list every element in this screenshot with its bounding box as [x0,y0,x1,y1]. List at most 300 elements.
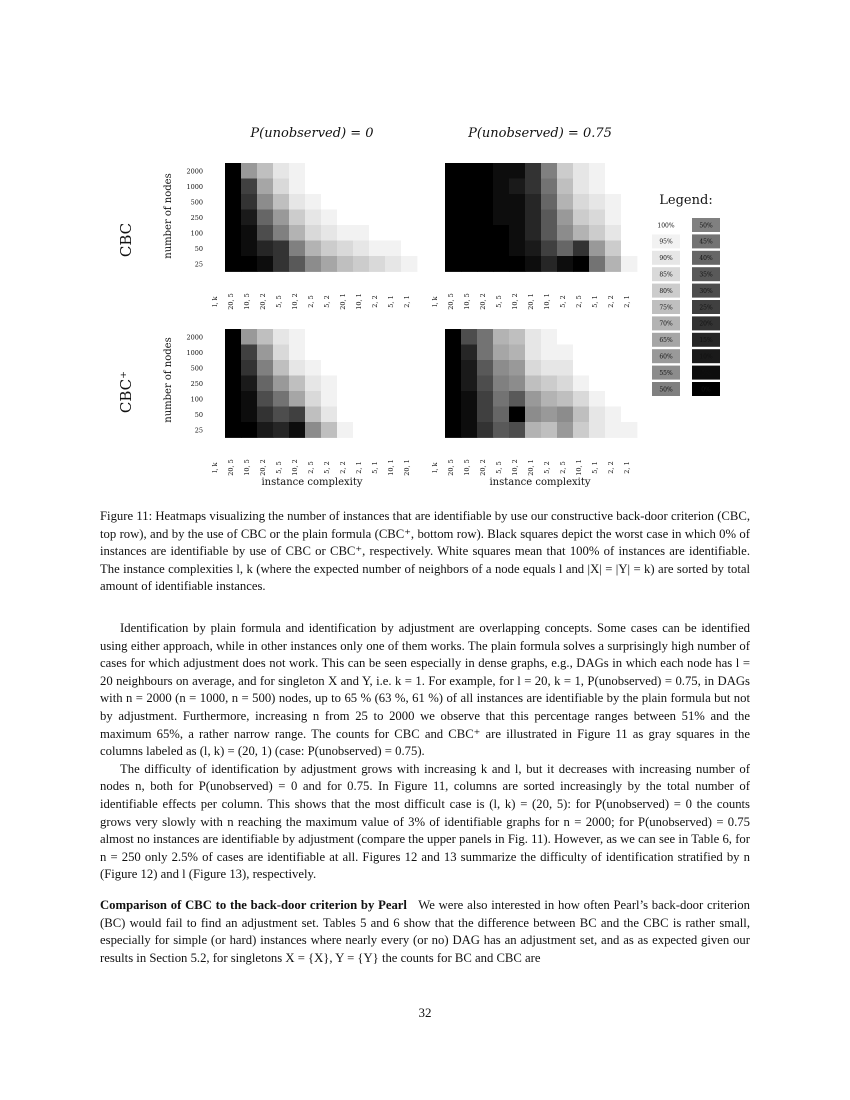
heatmap-cell [369,225,385,241]
y-tick-label: 100 [190,395,203,404]
heatmap-cell [461,163,477,179]
heatmap-cell [573,256,589,272]
heatmap-cell [525,241,541,257]
y-tick-label: 25 [194,426,203,435]
heatmap-cell [573,241,589,257]
heatmap-cell [445,360,461,376]
heatmap-cell [337,329,353,345]
row-label: CBC [117,222,135,258]
heatmap-cell [337,241,353,257]
y-tick-label: 1000 [186,348,203,357]
heatmap-cell [369,345,385,361]
x-tick-label: 20, 5 [447,293,455,310]
heatmap-cell [241,407,257,423]
heatmap-cell [461,376,477,392]
heatmap-cell [289,194,305,210]
y-tick-label: 1000 [186,182,203,191]
heatmap-cell [241,376,257,392]
heatmap-cell [353,391,369,407]
heatmap-cell [445,345,461,361]
heatmap-cell [477,210,493,226]
heatmap-cell [589,376,605,392]
heatmap-cell [477,345,493,361]
heatmap-cell [573,163,589,179]
heatmap-cell [385,329,401,345]
x-tick-label: 10, 5 [243,293,251,310]
x-tick-label: 5, 2 [543,461,551,474]
heatmap-cell [573,225,589,241]
y-tick-label: 50 [194,244,203,253]
heatmap-cell [385,163,401,179]
heatmap-cell [509,163,525,179]
heatmap-cell [289,345,305,361]
legend-label: 35% [699,271,713,279]
heatmap-cell [353,376,369,392]
legend-label: 90% [659,255,673,263]
heatmap-cell [401,210,417,226]
heatmap-cell [621,360,637,376]
heatmap-cell [385,256,401,272]
heatmap-cell [225,329,241,345]
heatmap-cell [369,241,385,257]
heatmap-cell [401,256,417,272]
heatmap-cell [541,329,557,345]
heatmap-cell [225,256,241,272]
heatmap-cell [321,329,337,345]
x-tick-label: 5, 5 [275,295,283,308]
heatmap-cell [445,391,461,407]
heatmap-cell [369,194,385,210]
heatmap-cell [461,194,477,210]
heatmap-cell [589,256,605,272]
heatmap-cell [621,345,637,361]
y-tick-label: 25 [194,260,203,269]
heatmap-cell [477,241,493,257]
heatmap-cell [477,194,493,210]
heatmap-cell [477,407,493,423]
heatmap-cell [289,225,305,241]
heatmap-cell [525,210,541,226]
heatmap-cell [289,256,305,272]
heatmap-cell [461,391,477,407]
heatmap-cell [621,256,637,272]
heatmap-cell [509,179,525,195]
x-tick-label: 5, 1 [371,461,379,474]
y-tick-label: 250 [190,213,203,222]
heatmap-cell [385,391,401,407]
heatmap-cell [509,329,525,345]
heatmap-cell [353,256,369,272]
heatmap-cell [257,345,273,361]
heatmap-cell [321,422,337,438]
heatmap-cell [573,422,589,438]
heatmap-cell [273,256,289,272]
heatmap-cell [605,225,621,241]
heatmap-cell [321,256,337,272]
heatmap-cell [369,210,385,226]
heatmap-cell [621,194,637,210]
heatmap-cell [401,407,417,423]
heatmap-cell [305,241,321,257]
heatmap-cell [257,407,273,423]
x-tick-label: 10, 2 [291,293,299,310]
heatmap-cell [305,391,321,407]
heatmap-cell [241,391,257,407]
heatmap-cell [541,163,557,179]
heatmap-cell [369,179,385,195]
heatmap-cell [401,329,417,345]
x-tick-label: 2, 1 [623,461,631,474]
heatmap-cell [509,391,525,407]
heatmap-cell [541,391,557,407]
x-tick-label: 2, 2 [371,295,379,308]
heatmap-cell [353,225,369,241]
x-tick-label: 5, 5 [495,295,503,308]
paragraph: The difficulty of identification by adjustment grows with increasing k and l, but it decreases with increasing number of nodes n, both for P(unobserved) = 0 and for 0.75. In Figure 11, columns are sorted increasingly by the total number of identifiable effects per column. This shows that the most difficult case is (l, k) = (20, 5): for P(unobserved) = 0 the counts grows very slowly with n reaching the maximum value of 3% of identifiable graphs for n = 2000; for P(unobserved) = 0.75 almost no instances are identifiable by adjustment (compare the upper panels in Fig. 11). However, as we can see in Table 6, for n = 250 only 2.5% of cases are identifiable at all. Figures 12 and 13 summarize the difficulty of identification stratified by n (Figure 12) and l (Figure 13), respectively. [100,761,750,882]
x-tick-label: 2, 5 [575,295,583,308]
heatmap-cell [337,422,353,438]
heatmap-cell [573,345,589,361]
heatmap-cell [477,360,493,376]
heatmap-cell [241,225,257,241]
heatmap-cell [509,225,525,241]
heatmap-cell [557,210,573,226]
x-tick-label: 2, 1 [623,295,631,308]
heatmap-cell [509,241,525,257]
x-tick-label: 2, 1 [355,461,363,474]
x-tick-label: 5, 5 [495,461,503,474]
x-axis-label: instance complexity [489,477,591,488]
heatmap-cell [605,179,621,195]
figure-caption: Figure 11: Heatmaps visualizing the number of instances that are identifiable by use our constructive back-door criterion (CBC, top row), and by the use of CBC or the plain formula (CBC⁺, bottom row). Black squares depict the worst case in which 0% of instances are identifiable by use of CBC or CBC⁺, respectively. White squares mean that 100% of instances are identifiable. The instance complexities l, k (where the expected number of neighbors of a node equals l and |X| = |Y| = k) are sorted by total amount of identifiable instances. [100,509,750,594]
heatmap-cell [369,360,385,376]
heatmap-cell [525,256,541,272]
heatmap-cell [273,210,289,226]
heatmap-cell [493,179,509,195]
heatmap-cell [225,194,241,210]
heatmap-cell [461,407,477,423]
heatmap-cell [273,345,289,361]
y-tick-label: 2000 [186,333,203,342]
heatmap-cell [337,345,353,361]
heatmap-cell [589,194,605,210]
heatmap-cell [289,210,305,226]
x-tick-label: 2, 2 [607,295,615,308]
x-tick-label: l, k [431,462,439,473]
x-tick-label: 2, 5 [307,295,315,308]
heatmap-cell [353,210,369,226]
heatmap-cell [445,163,461,179]
heatmap-cell [541,179,557,195]
y-axis-label: number of nodes [163,337,174,423]
heatmap-cell [321,391,337,407]
heatmap-cell [573,407,589,423]
heatmap-cell [461,225,477,241]
heatmap-cell [241,360,257,376]
heatmap-cell [385,376,401,392]
heatmap-cell [557,376,573,392]
heatmap-cell [477,163,493,179]
heatmap-cell [525,376,541,392]
x-tick-label: 20, 2 [479,459,487,476]
heatmap-cell [289,329,305,345]
heatmap-cell [369,422,385,438]
heatmap-cell [445,376,461,392]
heatmap-cell [445,407,461,423]
heatmap-cell [401,179,417,195]
heatmap-cell [273,241,289,257]
x-tick-label: 10, 1 [387,459,395,476]
heatmap-cell [401,376,417,392]
section-paragraph [100,897,750,967]
heatmap-cell [525,225,541,241]
heatmap-cell [257,194,273,210]
x-tick-label: 10, 2 [291,459,299,476]
heatmap-cell [525,194,541,210]
heatmap-cell [493,422,509,438]
heatmap-cell [621,422,637,438]
heatmap-cell [273,329,289,345]
heatmap-cell [401,391,417,407]
legend-label: 40% [699,255,713,263]
legend-label: 75% [659,304,673,312]
heatmap-cell [493,360,509,376]
heatmap-cell [557,391,573,407]
heatmap-cell [241,210,257,226]
heatmap-cell [305,329,321,345]
heatmap-cell [289,179,305,195]
heatmap-cell [493,376,509,392]
heatmap-cell [477,376,493,392]
heatmap-cell [257,360,273,376]
heatmap-cell [445,194,461,210]
x-tick-label: 20, 1 [527,293,535,310]
x-tick-label: 20, 5 [227,459,235,476]
x-tick-label: l, k [211,296,219,307]
heatmap-cell [541,360,557,376]
heatmap-cell [385,360,401,376]
heatmap-cell [273,225,289,241]
heatmap-cell [557,345,573,361]
heatmap-cell [401,163,417,179]
heatmap-cell [509,194,525,210]
heatmap-cell [369,256,385,272]
heatmap-cell [305,163,321,179]
panel-title: P(unobserved) = 0 [250,126,374,141]
heatmap-cell [573,391,589,407]
heatmap-cell [241,329,257,345]
heatmap-cell [273,407,289,423]
y-tick-label: 250 [190,379,203,388]
heatmap-cell [353,179,369,195]
y-tick-label: 500 [190,198,203,207]
legend-label: 100% [657,222,675,230]
heatmap-cell [273,422,289,438]
heatmap-cell [257,391,273,407]
x-tick-label: 20, 2 [259,293,267,310]
heatmap-cell [369,407,385,423]
panel-title: P(unobserved) = 0.75 [468,126,612,141]
heatmap-cell [353,422,369,438]
heatmap-cell [525,163,541,179]
x-tick-label: 10, 5 [463,459,471,476]
heatmap-cell [509,422,525,438]
heatmap-cell [589,391,605,407]
heatmap-cell [557,407,573,423]
legend-label: 20% [699,320,713,328]
heatmap-cell [305,360,321,376]
heatmap-cell [477,256,493,272]
heatmap-cell [557,194,573,210]
heatmap-cell [493,407,509,423]
x-tick-label: 2, 2 [339,461,347,474]
heatmap-cell [337,194,353,210]
heatmap-cell [289,391,305,407]
x-tick-label: 20, 2 [479,293,487,310]
heatmap-cell [305,210,321,226]
heatmap-cell [621,391,637,407]
heatmap-cell [305,407,321,423]
heatmap-cell [289,407,305,423]
heatmap-cell [401,241,417,257]
heatmap-cell [557,360,573,376]
heatmap-cell [353,163,369,179]
x-tick-label: 10, 5 [243,459,251,476]
heatmap-cell [385,179,401,195]
heatmap-cell [605,329,621,345]
y-tick-label: 2000 [186,167,203,176]
heatmap-cell [289,422,305,438]
heatmap-cell [445,225,461,241]
heatmap-cell [573,194,589,210]
heatmap-cell [509,407,525,423]
heatmap-cell [557,179,573,195]
x-tick-label: 20, 2 [259,459,267,476]
heatmap-cell [321,345,337,361]
heatmap-cell [461,345,477,361]
heatmap-cell [605,241,621,257]
heatmap-cell [241,422,257,438]
heatmap-cell [225,345,241,361]
heatmap-cell [257,210,273,226]
x-tick-label: 10, 1 [543,293,551,310]
heatmap-cell [353,345,369,361]
heatmap-cell [589,163,605,179]
heatmap-cell [557,422,573,438]
heatmap-cell [493,241,509,257]
heatmap-cell [257,225,273,241]
heatmap-cell [573,376,589,392]
legend-label: 55% [659,369,673,377]
heatmap-cell [337,210,353,226]
heatmap-cell [257,256,273,272]
heatmap-cell [257,329,273,345]
heatmap-cell [589,225,605,241]
heatmap-cell [353,360,369,376]
x-tick-label: 5, 2 [323,295,331,308]
legend-label: 60% [659,353,673,361]
heatmap-cell [305,225,321,241]
heatmap-cell [321,225,337,241]
heatmap-cell [605,422,621,438]
heatmap-cell [321,376,337,392]
y-axis-label: number of nodes [163,173,174,259]
heatmap-cell [321,360,337,376]
heatmap-cell [605,210,621,226]
y-tick-label: 500 [190,364,203,373]
heatmap-cell [385,422,401,438]
heatmap-cell [241,241,257,257]
heatmap-cell [337,256,353,272]
heatmap-cell [573,210,589,226]
heatmap-cell [401,194,417,210]
heatmap-cell [273,194,289,210]
x-tick-label: 5, 1 [591,295,599,308]
section-text: We were also interested in how often Pearl’s back-door criterion (BC) would fail to find an adjustment set. Tables 5 and 6 show that the difference between BC and the CBC is rather small, especially for simple (or hard) instances where nearly every (or no) DAG has an adjustment set, and as as expected given our results in Section 5.2, for singletons X = {X}, Y = {Y} the counts for BC and CBC are [100,897,750,965]
heatmap-cell [337,225,353,241]
heatmap-cell [541,345,557,361]
heatmap-cell [557,256,573,272]
heatmap-cell [621,210,637,226]
heatmap-cell [461,179,477,195]
heatmap-cell [605,194,621,210]
heatmap-cell [257,422,273,438]
heatmap-cell [401,360,417,376]
heatmap-cell [445,210,461,226]
heatmap-cell [369,329,385,345]
heatmap-cell [305,422,321,438]
heatmap-cell [241,179,257,195]
heatmap-cell [337,163,353,179]
heatmap-cell [621,163,637,179]
heatmap-cell [525,345,541,361]
heatmap-cell [621,179,637,195]
heatmap-cell [589,179,605,195]
heatmap-cell [541,210,557,226]
heatmap-cell [385,241,401,257]
heatmap-cell [321,407,337,423]
heatmap-cell [541,225,557,241]
legend-label: 70% [659,320,673,328]
heatmap-cell [509,256,525,272]
heatmap-cell [225,225,241,241]
heatmap-cell [525,329,541,345]
heatmap-cell [605,360,621,376]
y-tick-label: 100 [190,229,203,238]
heatmap-cell [273,376,289,392]
x-tick-label: 2, 5 [559,461,567,474]
heatmap-cell [353,241,369,257]
heatmap-cell [305,256,321,272]
page-number: 32 [418,1005,432,1020]
heatmap-cell [385,194,401,210]
heatmap-cell [621,241,637,257]
heatmap-cell [557,329,573,345]
x-axis-label: instance complexity [261,477,363,488]
heatmap-cell [289,360,305,376]
heatmap-cell [401,422,417,438]
heatmap-cell [573,360,589,376]
heatmap-cell [589,329,605,345]
legend-title: Legend: [659,193,713,208]
x-tick-label: 5, 2 [323,461,331,474]
heatmap-cell [445,329,461,345]
row-label: CBC⁺ [117,370,135,414]
legend-label: 15% [699,337,713,345]
heatmap-cell [605,163,621,179]
x-tick-label: 20, 1 [403,459,411,476]
heatmap-cell [305,179,321,195]
